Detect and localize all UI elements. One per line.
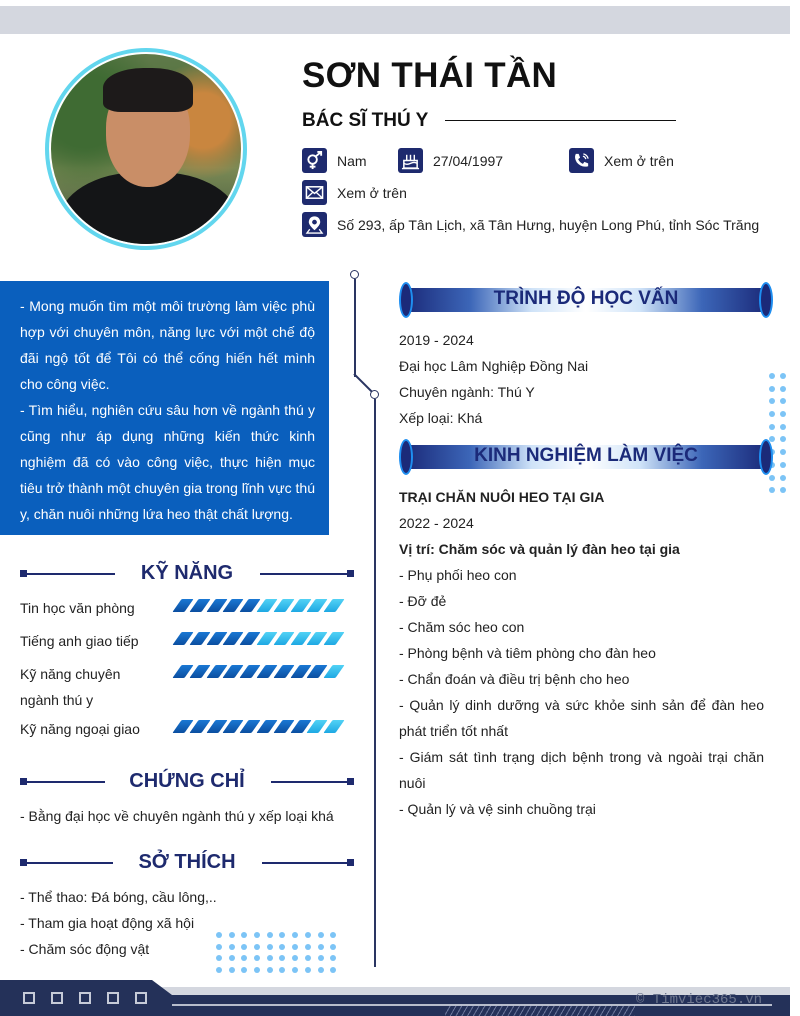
decor-dot [330,955,336,961]
decor-dot [305,955,311,961]
decor-dot [780,411,786,417]
job-title: BÁC SĨ THÚ Y [302,110,429,131]
decor-dot [229,967,235,973]
decor-dot [241,955,247,961]
skill-level-bar [177,665,345,678]
decor-dot [241,967,247,973]
experience-heading [399,439,773,475]
decor-dot [330,932,336,938]
address-value: Số 293, ấp Tân Lịch, xã Tân Hưng, huyện Long Phú, tỉnh Sóc Trăng [337,216,760,233]
experience-duty: - Phụ phối heo con [399,567,517,583]
decor-dot [780,436,786,442]
decor-dot [216,932,222,938]
decor-dot [292,944,298,950]
gender-value: Nam [337,152,367,169]
decor-dot [216,967,222,973]
skills-heading [20,562,354,586]
decor-dot [769,398,775,404]
experience-title: KINH NGHIỆM LÀM VIỆC [474,445,698,466]
timeline-node [350,270,359,279]
contact-email [302,180,407,205]
skill-level-bar [177,720,345,733]
decor-dot [780,373,786,379]
decor-dot-column [769,373,786,493]
avatar-hair-shape [103,68,193,112]
experience-duty: - Chăm sóc heo con [399,619,525,635]
skill-segment [324,720,345,733]
skill-label: Tin học văn phòng [20,600,135,616]
email-value: Xem ở trên [337,184,407,201]
decor-dot [780,449,786,455]
education-grade: Xếp loại: Khá [399,410,483,426]
experience-position: Vị trí: Chăm sóc và quản lý đàn heo tại gia [399,541,680,557]
decor-dot [254,932,260,938]
experience-period: 2022 - 2024 [399,515,474,531]
mail-icon [302,180,327,205]
decor-dot [279,944,285,950]
decor-dot [292,932,298,938]
footer-square-icon [107,992,119,1004]
decor-dot [229,955,235,961]
birthday-cake-icon [398,148,423,173]
decor-dot [780,398,786,404]
objective-paragraph: - Tìm hiểu, nghiên cứu sâu hơn về ngành thú y cũng như áp dụng những kiến thức kinh nghiệm đã có vào công việc, thực hiện mục tiêu trở thành một chuyên gia trong lĩnh vực thú y, chăn nuôi những lứa heo thật chất lượng. [20,402,315,522]
timeline-line [354,279,356,377]
education-details [399,327,764,431]
decor-dot [305,967,311,973]
hobbies-heading [20,851,354,875]
phone-icon [569,148,594,173]
candidate-name: SƠN THÁI TẦN [302,56,558,95]
experience-duty: - Đỡ đẻ [399,593,447,609]
skill-level-bar [177,632,345,645]
education-school: Đại học Lâm Nghiệp Đồng Nai [399,358,589,374]
skill-row [20,595,350,621]
decor-dot [769,373,775,379]
decor-dot [780,424,786,430]
contact-phone [569,148,674,173]
footer-square-icon [51,992,63,1004]
decor-dot [229,944,235,950]
footer-hatch-pattern [445,1006,635,1016]
decor-dot [254,955,260,961]
decor-dot [267,967,273,973]
education-title: TRÌNH ĐỘ HỌC VẤN [493,288,679,309]
decor-dot [780,462,786,468]
decor-dot [216,944,222,950]
experience-duty: - Chẩn đoán và điều trị bệnh cho heo [399,671,630,687]
decor-dot [229,932,235,938]
experience-company: TRẠI CHĂN NUÔI HEO TẠI GIA [399,489,605,505]
decor-dot [279,955,285,961]
education-period: 2019 - 2024 [399,332,474,348]
decor-dot [769,386,775,392]
skill-label: Tiếng anh giao tiếp [20,633,139,649]
skill-segment [324,665,345,678]
skill-label: Kỹ năng chuyên ngành thú y [20,666,121,708]
decor-dot [267,955,273,961]
hobbies-title: SỞ THÍCH [138,851,236,873]
decor-dot [330,967,336,973]
top-decor-band [0,6,790,34]
experience-duty: - Giám sát tình trạng dịch bệnh trong và ngoài trại chăn nuôi [399,749,764,791]
education-heading [399,282,773,318]
title-underline [445,120,676,121]
experience-details [399,484,764,822]
decor-dot [267,944,273,950]
skill-row [20,716,350,742]
contact-gender [302,148,367,173]
decor-dot [267,932,273,938]
phone-value: Xem ở trên [604,152,674,169]
skill-level-bar [177,599,345,612]
footer-square-icon [23,992,35,1004]
skill-row [20,661,350,713]
experience-duty: - Phòng bệnh và tiêm phòng cho đàn heo [399,645,656,661]
avatar [45,48,247,250]
decor-dot-grid [216,932,336,973]
birthday-value: 27/04/1997 [433,152,504,169]
decor-dot [769,411,775,417]
decor-dot [305,944,311,950]
contact-birthday [398,148,503,173]
certificates-heading [20,770,354,794]
skill-label: Kỹ năng ngoại giao [20,721,140,737]
decor-dot [769,424,775,430]
decor-dot [305,932,311,938]
objective-paragraph: - Mong muốn tìm một môi trường làm việc phù hợp với chuyên môn, năng lực với một chế độ đãi ngộ tốt để Tôi có thể cống hiến hết mình cho công việc. [20,298,315,392]
certificates-title: CHỨNG CHỈ [129,770,245,792]
decor-dot [780,487,786,493]
decor-dot [318,944,324,950]
decor-dot [279,967,285,973]
hobby-item: - Chăm sóc động vật [20,941,150,957]
experience-duty: - Quản lý và vệ sinh chuồng trại [399,801,596,817]
decor-dot [330,944,336,950]
decor-dot [216,955,222,961]
decor-dot [292,967,298,973]
decor-dot [769,487,775,493]
hobby-item: - Thể thao: Đá bóng, cầu lông,.. [20,889,217,905]
skill-segment [324,599,345,612]
avatar-photo [49,52,243,246]
education-major: Chuyên ngành: Thú Y [399,384,535,400]
decor-dot [241,932,247,938]
decor-dot [254,967,260,973]
skill-row [20,628,350,654]
timeline-line [374,399,376,967]
skill-segment [324,632,345,645]
copyright-watermark: © Timviec365.vn [636,992,763,1008]
decor-dot [318,955,324,961]
skills-title: KỸ NĂNG [140,562,234,584]
footer-square-icon [79,992,91,1004]
hobby-item: - Tham gia hoạt động xã hội [20,915,195,931]
footer-square-icon [135,992,147,1004]
career-objective [0,281,329,535]
contact-address [302,212,759,237]
decor-dot [780,386,786,392]
decor-dot [318,967,324,973]
experience-duty: - Quản lý dinh dưỡng và sức khỏe sinh sản để đàn heo phát triển tốt nhất [399,697,764,739]
gender-icon [302,148,327,173]
decor-dot [318,932,324,938]
certificate-item: - Bằng đại học về chuyên ngành thú y xếp loại khá [20,808,334,824]
location-pin-icon [302,212,327,237]
timeline-node [370,390,379,399]
decor-dot [254,944,260,950]
decor-dot [292,955,298,961]
decor-dot [780,475,786,481]
decor-dot [279,932,285,938]
decor-dot [241,944,247,950]
decor-dot [769,475,775,481]
